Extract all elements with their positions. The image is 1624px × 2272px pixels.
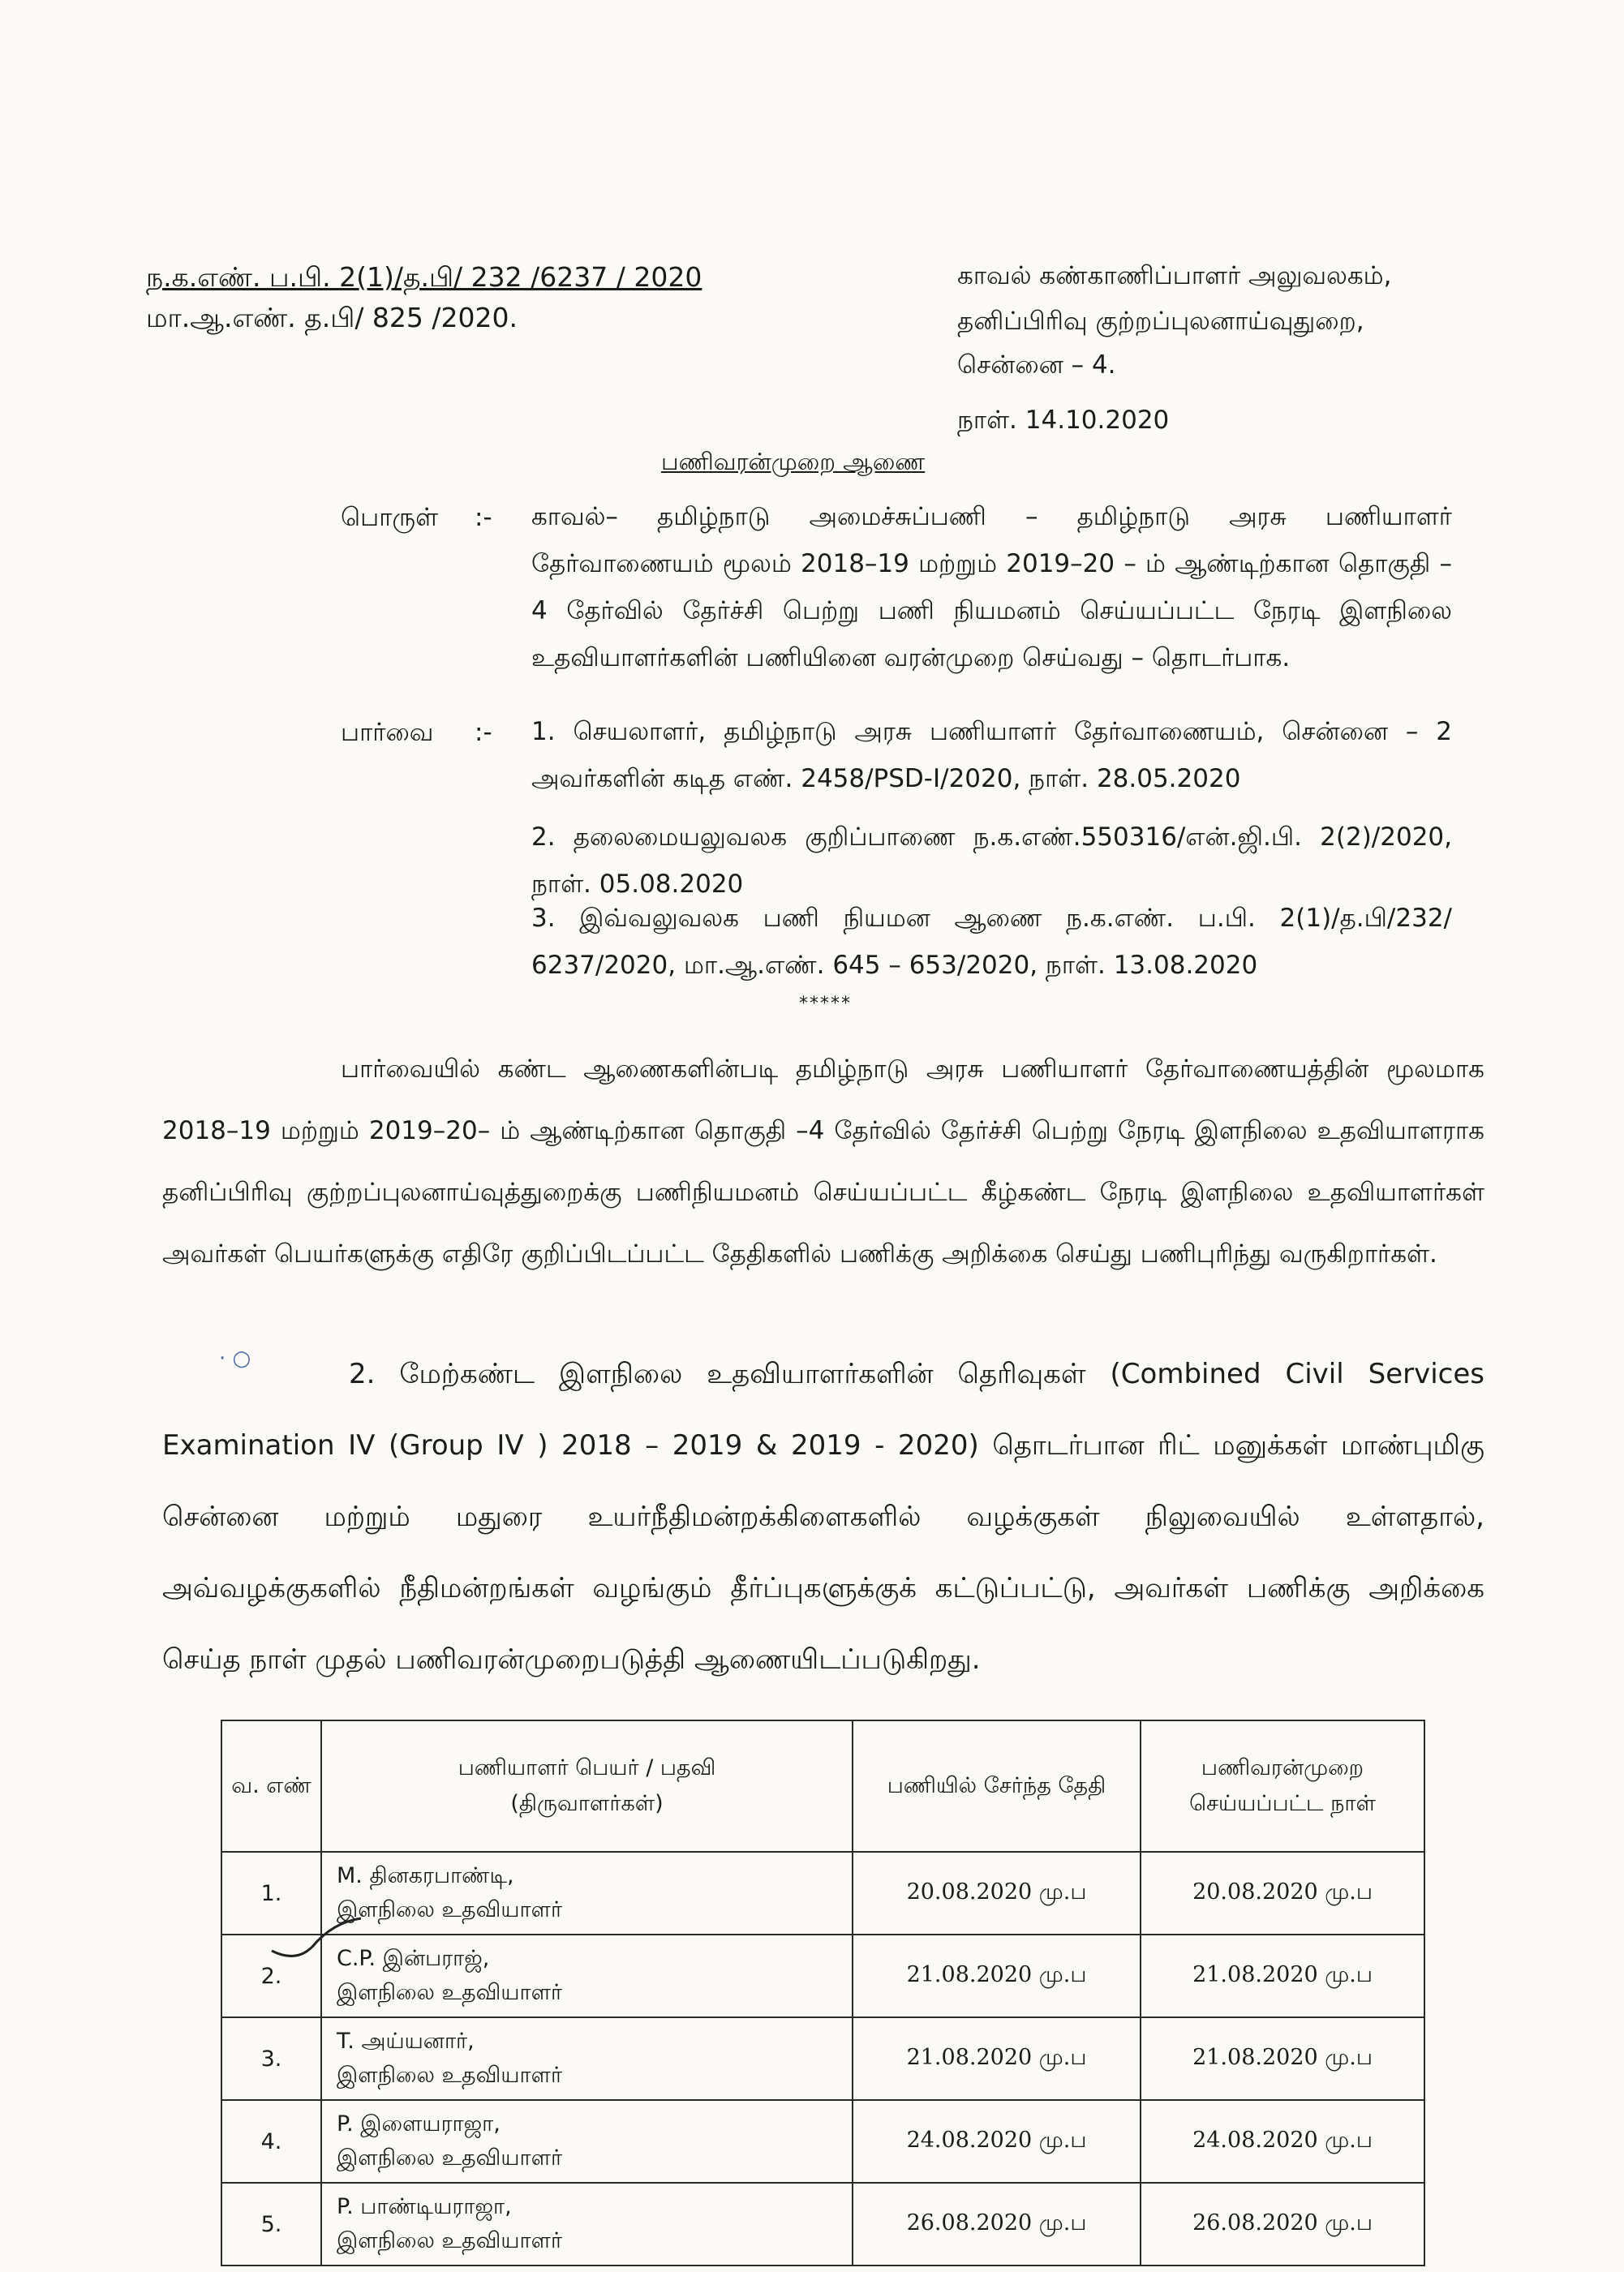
paragraph-2: 2. மேற்கண்ட இளநிலை உதவியாளர்களின் தெரிவுகள் (Combined Civil Services Examination IV (Group IV ) 2018 – 2019 & 2019 - 2020) தொடர்பான ரிட் மனுக்கள் மாண்புமிகு சென்னை மற்றும் மதுரை உயர்நீதிமன்றக்கிளைகளில் வழக்குகள் நிலுவையில் உள்ளதால், அவ்வழக்குகளில் நீதிமன்றங்கள் வழங்கும் தீர்ப்புகளுக்குக் கட்டுப்பட்டு, அவர்கள் பணிக்கு அறிக்கை செய்த நாள் முதல் பணிவரன்முறைபடுத்தி ஆணையிடப்படுகிறது. xyxy=(162,1358,1484,1676)
references-colon: :- xyxy=(475,718,492,747)
row-joined-date: 21.08.2020 மு.ப xyxy=(853,2017,1141,2100)
employee-post: இளநிலை உதவியாளர் xyxy=(337,2145,563,2171)
row-regularized-date: 20.08.2020 மு.ப xyxy=(1141,1852,1424,1935)
paragraph-1: பார்வையில் கண்ட ஆணைகளின்படி தமிழ்நாடு அரசு பணியாளர் தேர்வாணையத்தின் மூலமாக 2018–19 மற்றும் 2019–20– ம் ஆண்டிற்கான தொகுதி –4 தேர்வில் தேர்ச்சி பெற்று நேரடி இளநிலை உதவியாளராக தனிப்பிரிவு குற்றப்புலனாய்வுத்துறைக்கு பணிநியமனம் செய்யப்பட்ட கீழ்கண்ட நேரடி இளநிலை உதவியாளர்கள் அவர்கள் பெயர்களுக்கு எதிரே குறிப்பிடப்பட்ட தேதிகளில் பணிக்கு அறிக்கை செய்து பணிபுரிந்து வருகிறார்கள். xyxy=(162,1054,1484,1269)
order-number: மா.ஆ.எண். த.பி/ 825 /2020. xyxy=(146,302,518,333)
employee-name: T. அய்யனார், xyxy=(337,2029,475,2054)
employee-post: இளநிலை உதவியாளர் xyxy=(337,1897,563,1922)
row-sno: 2. xyxy=(221,1935,321,2017)
employee-post: இளநிலை உதவியாளர் xyxy=(337,1980,563,2005)
row-sno: 1. xyxy=(221,1852,321,1935)
office-address-line-3: சென்னை – 4. xyxy=(957,350,1116,380)
header-sno: வ. எண் xyxy=(221,1720,321,1852)
row-sno: 3. xyxy=(221,2017,321,2100)
table-row xyxy=(221,1852,1424,1935)
reference-item-1: 1. செயலாளர், தமிழ்நாடு அரசு பணியாளர் தேர்வாணையம், சென்னை – 2 அவர்களின் கடித எண். 2458/PSD-I/2020, நாள். 28.05.2020 xyxy=(531,717,1452,793)
row-sno: 4. xyxy=(221,2100,321,2183)
row-regularized-date: 24.08.2020 மு.ப xyxy=(1141,2100,1424,2183)
row-name-cell xyxy=(321,1935,853,2017)
subject-label: பொருள் xyxy=(341,503,439,532)
table-header-row xyxy=(221,1720,1424,1852)
employee-name: M. தினகரபாண்டி, xyxy=(337,1863,514,1888)
row-regularized-date: 21.08.2020 மு.ப xyxy=(1141,1935,1424,2017)
office-address-line-2: தனிப்பிரிவு குற்றப்புலனாய்வுதுறை, xyxy=(957,307,1364,336)
row-joined-date: 20.08.2020 மு.ப xyxy=(853,1852,1141,1935)
office-address-line-1: காவல் கண்காணிப்பாளர் அலுவலகம், xyxy=(957,261,1392,290)
staff-table xyxy=(221,1720,1425,2266)
ink-mark: · ○ xyxy=(219,1346,251,1371)
employee-post: இளநிலை உதவியாளர் xyxy=(337,2063,563,2088)
separator-stars: ***** xyxy=(799,994,852,1014)
reference-item-2: 2. தலைமையலுவலக குறிப்பாணை ந.க.எண்.550316/என்.ஜி.பி. 2(2)/2020, நாள். 05.08.2020 xyxy=(531,822,1452,899)
reference-item-3: 3. இவ்வலுவலக பணி நியமன ஆணை ந.க.எண். ப.பி. 2(1)/த.பி/232/ 6237/2020, மா.ஆ.எண். 645 – 653/2020, நாள். 13.08.2020 xyxy=(531,904,1452,980)
row-name-cell xyxy=(321,1852,853,1935)
order-title: பணிவரன்முறை ஆணை xyxy=(661,448,926,475)
references-label: பார்வை xyxy=(341,718,434,747)
employee-name: C.P. இன்பராஜ், xyxy=(337,1946,490,1971)
handwritten-tick-icon xyxy=(264,1906,369,1971)
header-joined: பணியில் சேர்ந்த தேதி xyxy=(853,1720,1141,1852)
header-name: பணியாளர் பெயர் / பதவி (திருவாளர்கள்) xyxy=(321,1720,853,1852)
header-regularized: பணிவரன்முறை செய்யப்பட்ட நாள் xyxy=(1141,1720,1424,1852)
row-name-cell xyxy=(321,2100,853,2183)
issue-date: நாள். 14.10.2020 xyxy=(957,406,1170,435)
row-regularized-date: 26.08.2020 மு.ப xyxy=(1141,2183,1424,2266)
row-name-cell xyxy=(321,2183,853,2266)
employee-post: இளநிலை உதவியாளர் xyxy=(337,2228,563,2253)
row-name-cell xyxy=(321,2017,853,2100)
subject-text: காவல்– தமிழ்நாடு அமைச்சுப்பணி – தமிழ்நாடு அரசு பணியாளர் தேர்வாணையம் மூலம் 2018–19 மற்றும் 2019–20 – ம் ஆண்டிற்கான தொகுதி –4 தேர்வில் தேர்ச்சி பெற்று பணி நியமனம் செய்யப்பட்ட நேரடி இளநிலை உதவியாளர்களின் பணியினை வரன்முறை செய்வது – தொடர்பாக. xyxy=(531,502,1452,672)
row-joined-date: 24.08.2020 மு.ப xyxy=(853,2100,1141,2183)
row-joined-date: 26.08.2020 மு.ப xyxy=(853,2183,1141,2266)
row-sno: 5. xyxy=(221,2183,321,2266)
employee-name: P. பாண்டியராஜா, xyxy=(337,2194,512,2219)
employee-name: P. இளையராஜா, xyxy=(337,2111,501,2137)
table-row xyxy=(221,2100,1424,2183)
table-row xyxy=(221,2017,1424,2100)
row-joined-date: 21.08.2020 மு.ப xyxy=(853,1935,1141,2017)
reference-number: ந.க.எண். ப.பி. 2(1)/த.பி/ 232 /6237 / 2020 xyxy=(146,261,702,293)
row-regularized-date: 21.08.2020 மு.ப xyxy=(1141,2017,1424,2100)
table-row xyxy=(221,1935,1424,2017)
subject-colon: :- xyxy=(475,503,492,532)
table-row xyxy=(221,2183,1424,2266)
